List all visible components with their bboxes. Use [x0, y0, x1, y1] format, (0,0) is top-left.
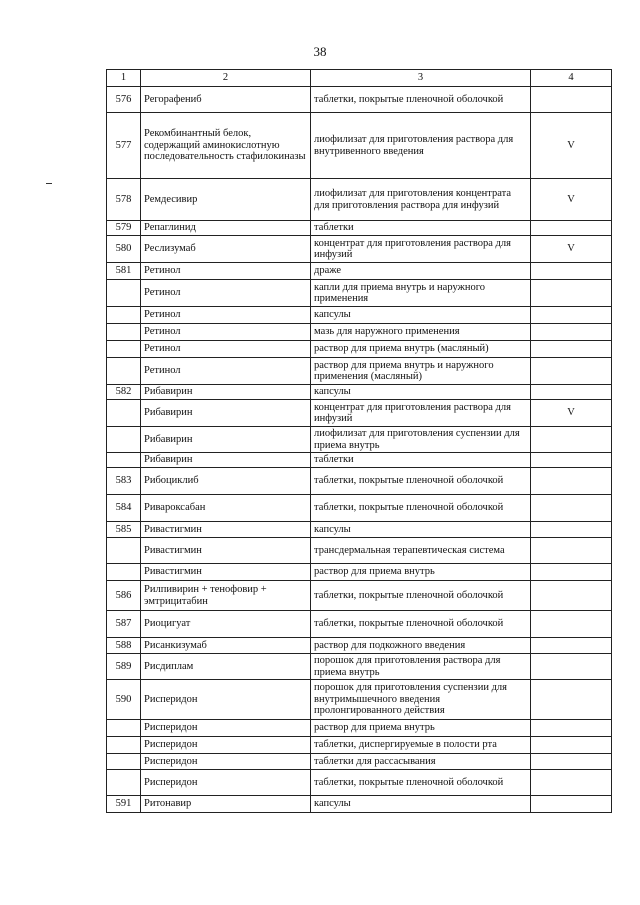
table-row	[107, 522, 612, 538]
dosage-form: раствор для приема внутрь (масляный)	[311, 341, 531, 358]
drug-name: Рисанкизумаб	[141, 638, 311, 654]
dosage-form: раствор для приема внутрь	[311, 564, 531, 581]
page-number: 38	[313, 44, 327, 59]
row-number: 581	[107, 263, 141, 280]
dosage-form: концентрат для приготовления раствора для инфузий	[311, 400, 531, 427]
table-row	[107, 754, 612, 770]
vital-mark	[531, 796, 612, 813]
row-number	[107, 400, 141, 427]
drug-name: Ривастигмин	[141, 522, 311, 538]
dosage-form: порошок для приготовления суспензии для внутримышечного введения пролонгированного действия	[311, 680, 531, 720]
vital-mark: V	[531, 236, 612, 263]
vital-mark	[531, 720, 612, 737]
table-row	[107, 280, 612, 307]
vital-mark	[531, 754, 612, 770]
table-row	[107, 385, 612, 400]
row-number: 582	[107, 385, 141, 400]
table-row	[107, 796, 612, 813]
table-row	[107, 495, 612, 522]
drug-name: Регорафениб	[141, 87, 311, 113]
row-number	[107, 770, 141, 796]
table-row	[107, 427, 612, 453]
drug-name: Ритонавир	[141, 796, 311, 813]
vital-mark	[531, 522, 612, 538]
vital-mark	[531, 221, 612, 236]
drug-name: Рисперидон	[141, 720, 311, 737]
dosage-form: мазь для наружного применения	[311, 324, 531, 341]
row-number	[107, 564, 141, 581]
table-row	[107, 453, 612, 468]
vital-mark	[531, 87, 612, 113]
vital-mark	[531, 737, 612, 754]
row-number: 589	[107, 654, 141, 680]
row-number: 583	[107, 468, 141, 495]
row-number	[107, 737, 141, 754]
vital-mark	[531, 358, 612, 385]
dosage-form: порошок для приготовления раствора для приема внутрь	[311, 654, 531, 680]
table-row	[107, 737, 612, 754]
dosage-form: лиофилизат для приготовления суспензии для приема внутрь	[311, 427, 531, 453]
drug-name: Рибавирин	[141, 427, 311, 453]
dosage-form: раствор для приема внутрь и наружного применения (масляный)	[311, 358, 531, 385]
drug-name: Ретинол	[141, 307, 311, 324]
dosage-form: таблетки	[311, 453, 531, 468]
vital-mark	[531, 680, 612, 720]
row-number: 591	[107, 796, 141, 813]
vital-mark	[531, 654, 612, 680]
table-row	[107, 611, 612, 638]
table-row	[107, 236, 612, 263]
dosage-form: таблетки	[311, 221, 531, 236]
row-number: 585	[107, 522, 141, 538]
drug-name: Рисперидон	[141, 737, 311, 754]
drug-name: Рилпивирин + тенофовир + эмтрицитабин	[141, 581, 311, 611]
vital-mark	[531, 638, 612, 654]
drug-name: Ремдесивир	[141, 179, 311, 221]
dosage-form: драже	[311, 263, 531, 280]
row-number: 577	[107, 113, 141, 179]
dosage-form: лиофилизат для приготовления концентрата для приготовления раствора для инфузий	[311, 179, 531, 221]
table-row	[107, 720, 612, 737]
vital-mark	[531, 564, 612, 581]
table-row	[107, 113, 612, 179]
drug-name: Рисперидон	[141, 770, 311, 796]
drug-name: Рекомбинантный белок, содержащий аминокислотную последовательность стафилокиназы	[141, 113, 311, 179]
drug-name: Ретинол	[141, 263, 311, 280]
table-row	[107, 564, 612, 581]
dosage-form: концентрат для приготовления раствора для инфузий	[311, 236, 531, 263]
table-row	[107, 179, 612, 221]
row-number: 580	[107, 236, 141, 263]
row-number	[107, 280, 141, 307]
drug-name: Ривароксабан	[141, 495, 311, 522]
header-col-4: 4	[531, 70, 612, 87]
drug-table	[106, 69, 612, 813]
drug-name: Ретинол	[141, 324, 311, 341]
header-col-2: 2	[141, 70, 311, 87]
vital-mark	[531, 468, 612, 495]
drug-name: Рибавирин	[141, 453, 311, 468]
vital-mark	[531, 341, 612, 358]
row-number	[107, 720, 141, 737]
table-row	[107, 358, 612, 385]
row-number	[107, 427, 141, 453]
drug-name: Рибавирин	[141, 400, 311, 427]
row-number: 584	[107, 495, 141, 522]
table-row	[107, 400, 612, 427]
row-number	[107, 324, 141, 341]
dosage-form: таблетки, покрытые пленочной оболочкой	[311, 770, 531, 796]
row-number: 576	[107, 87, 141, 113]
vital-mark	[531, 280, 612, 307]
row-number	[107, 307, 141, 324]
dosage-form: раствор для подкожного введения	[311, 638, 531, 654]
dosage-form: раствор для приема внутрь	[311, 720, 531, 737]
vital-mark	[531, 307, 612, 324]
drug-name: Рибоциклиб	[141, 468, 311, 495]
drug-name: Реслизумаб	[141, 236, 311, 263]
vital-mark	[531, 385, 612, 400]
vital-mark	[531, 263, 612, 280]
vital-mark	[531, 770, 612, 796]
drug-name: Ретинол	[141, 280, 311, 307]
dosage-form: капсулы	[311, 385, 531, 400]
header-col-3: 3	[311, 70, 531, 87]
row-number	[107, 341, 141, 358]
dosage-form: таблетки, диспергируемые в полости рта	[311, 737, 531, 754]
drug-name: Риоцигуат	[141, 611, 311, 638]
drug-name: Ретинол	[141, 341, 311, 358]
table-row	[107, 538, 612, 564]
table-row	[107, 468, 612, 495]
dosage-form: таблетки, покрытые пленочной оболочкой	[311, 495, 531, 522]
drug-name: Рисперидон	[141, 754, 311, 770]
drug-name: Репаглинид	[141, 221, 311, 236]
row-number	[107, 754, 141, 770]
dosage-form: таблетки, покрытые пленочной оболочкой	[311, 87, 531, 113]
row-number	[107, 538, 141, 564]
vital-mark	[531, 453, 612, 468]
table-row	[107, 654, 612, 680]
drug-name: Ривастигмин	[141, 564, 311, 581]
vital-mark	[531, 538, 612, 564]
table-row	[107, 307, 612, 324]
vital-mark	[531, 495, 612, 522]
vital-mark	[531, 324, 612, 341]
row-number: 586	[107, 581, 141, 611]
dosage-form: капсулы	[311, 796, 531, 813]
dosage-form: таблетки для рассасывания	[311, 754, 531, 770]
vital-mark: V	[531, 179, 612, 221]
dosage-form: таблетки, покрытые пленочной оболочкой	[311, 468, 531, 495]
dosage-form: трансдермальная терапевтическая система	[311, 538, 531, 564]
vital-mark	[531, 611, 612, 638]
header-col-1: 1	[107, 70, 141, 87]
vital-mark	[531, 427, 612, 453]
dosage-form: капсулы	[311, 522, 531, 538]
dosage-form: капли для приема внутрь и наружного применения	[311, 280, 531, 307]
drug-name: Ривастигмин	[141, 538, 311, 564]
table-row	[107, 263, 612, 280]
drug-name: Ретинол	[141, 358, 311, 385]
table-row	[107, 638, 612, 654]
table-row	[107, 680, 612, 720]
table-row	[107, 341, 612, 358]
margin-mark	[46, 183, 52, 184]
drug-name: Рибавирин	[141, 385, 311, 400]
dosage-form: капсулы	[311, 307, 531, 324]
vital-mark: V	[531, 113, 612, 179]
row-number: 579	[107, 221, 141, 236]
table-row	[107, 324, 612, 341]
dosage-form: лиофилизат для приготовления раствора для внутривенного введения	[311, 113, 531, 179]
table-row	[107, 221, 612, 236]
drug-name: Рисдиплам	[141, 654, 311, 680]
row-number	[107, 358, 141, 385]
row-number: 587	[107, 611, 141, 638]
table-row	[107, 581, 612, 611]
dosage-form: таблетки, покрытые пленочной оболочкой	[311, 611, 531, 638]
row-number: 578	[107, 179, 141, 221]
table-row	[107, 87, 612, 113]
drug-name: Рисперидон	[141, 680, 311, 720]
row-number: 590	[107, 680, 141, 720]
header-row	[107, 70, 612, 87]
vital-mark: V	[531, 400, 612, 427]
table-row	[107, 770, 612, 796]
row-number: 588	[107, 638, 141, 654]
row-number	[107, 453, 141, 468]
dosage-form: таблетки, покрытые пленочной оболочкой	[311, 581, 531, 611]
vital-mark	[531, 581, 612, 611]
